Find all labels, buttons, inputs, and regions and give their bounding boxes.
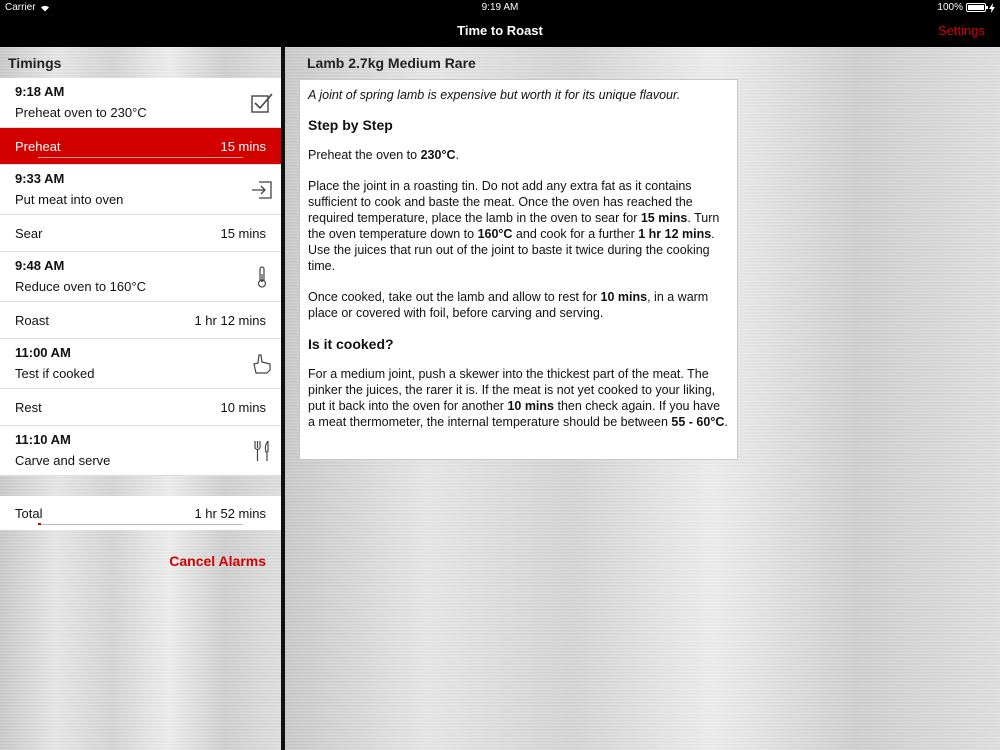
duration-label: Roast — [15, 313, 49, 328]
instruction-preheat: Preheat the oven to 230°C. — [308, 148, 459, 162]
instruction-test: For a medium joint, push a skewer into the thickest part of the meat. The pinker the juices, the rarer it is. If the meat is not yet cooked to your liking, put it back into the oven for another 10 mins then check again. If you have a meat thermometer, the internal temperature should be between 55 - 60°C. — [308, 367, 728, 429]
step-description: Preheat oven to 230°C — [15, 105, 147, 120]
duration-label: Sear — [15, 226, 43, 241]
nav-title: Time to Roast — [457, 23, 543, 38]
duration-row-preheat[interactable] — [0, 128, 281, 165]
instruction-roast: Place the joint in a roasting tin. Do not add any extra fat as it contains sufficient to cook and baste the meat. Once the oven has reached the required temperature, place the lamb in the oven to sear for 15 mins. Turn the oven temperature down to 160°C and cook for a further 1 hr 12 mins. Use the juices that run out of the joint to baste it twice during the cooking time. — [308, 179, 720, 273]
instruction-rest: Once cooked, take out the lamb and allow to rest for 10 mins, in a warm place or covered with foil, before carving and serving. — [308, 290, 709, 320]
step-description: Reduce oven to 160°C — [15, 279, 146, 294]
timings-panel — [0, 47, 281, 750]
navigation-bar — [0, 16, 1000, 47]
duration-value: 10 mins — [220, 400, 266, 415]
is-it-cooked-heading: Is it cooked? — [308, 336, 394, 352]
step-time: 11:00 AM — [15, 345, 71, 360]
duration-value: 1 hr 12 mins — [194, 313, 266, 328]
timing-step-put-in-oven[interactable] — [0, 165, 281, 215]
checkbox-icon — [251, 92, 273, 114]
timing-step-test-cooked[interactable] — [0, 339, 281, 389]
step-by-step-heading: Step by Step — [308, 117, 393, 133]
timings-list — [0, 78, 281, 476]
settings-button[interactable]: Settings — [938, 23, 985, 38]
total-label: Total — [15, 506, 43, 521]
battery-icon — [966, 3, 986, 12]
status-bar — [0, 0, 1000, 16]
duration-row-roast[interactable] — [0, 302, 281, 339]
cancel-alarms-button[interactable]: Cancel Alarms — [169, 553, 266, 569]
duration-label: Rest — [15, 400, 42, 415]
timing-step-carve[interactable] — [0, 426, 281, 476]
step-time: 9:33 AM — [15, 171, 65, 186]
step-description: Test if cooked — [15, 366, 95, 381]
finger-test-icon — [251, 353, 273, 375]
total-progress-track — [38, 524, 243, 525]
progress-track — [38, 157, 243, 158]
status-time: 9:19 AM — [481, 2, 519, 13]
step-description: Put meat into oven — [15, 192, 124, 207]
duration-value: 15 mins — [220, 139, 266, 154]
carrier-label: Carrier — [5, 2, 36, 13]
battery-indicator — [937, 2, 995, 13]
total-value: 1 hr 52 mins — [194, 506, 266, 521]
recipe-intro: A joint of spring lamb is expensive but worth it for its unique flavour. — [308, 88, 681, 102]
cutlery-icon — [251, 440, 273, 462]
total-row — [0, 496, 281, 530]
duration-value: 15 mins — [220, 226, 266, 241]
timing-step-reduce-oven[interactable] — [0, 252, 281, 302]
step-time: 9:18 AM — [15, 84, 65, 99]
timing-step-preheat[interactable] — [0, 78, 281, 128]
duration-row-rest[interactable] — [0, 389, 281, 426]
step-description: Carve and serve — [15, 453, 111, 468]
timings-header: Timings — [8, 55, 62, 71]
recipe-panel — [285, 47, 1000, 750]
total-progress-fill — [38, 523, 41, 525]
step-time: 9:48 AM — [15, 258, 65, 273]
thermometer-icon — [251, 266, 273, 288]
duration-row-sear[interactable] — [0, 215, 281, 252]
recipe-card — [299, 79, 738, 460]
step-time: 11:10 AM — [15, 432, 71, 447]
duration-label: Preheat — [15, 139, 61, 154]
charging-bolt-icon — [989, 3, 995, 13]
recipe-title: Lamb 2.7kg Medium Rare — [307, 55, 476, 71]
battery-percent: 100% — [937, 2, 963, 13]
enter-oven-icon — [251, 179, 273, 201]
